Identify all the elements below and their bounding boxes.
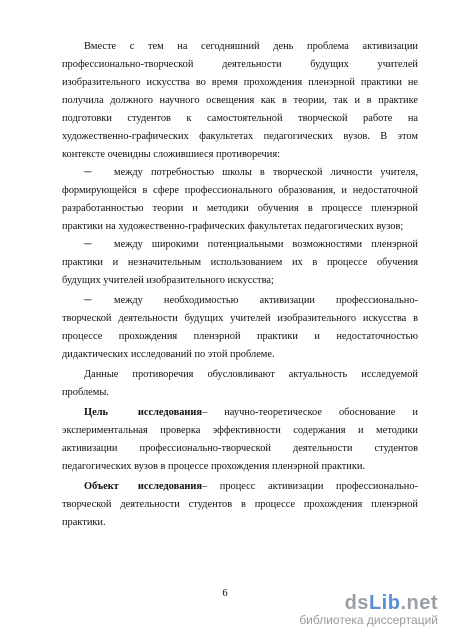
text-line: Вместе с тем на сегодняшний день проблема активизации [84, 41, 418, 52]
text-line: творческой деятельности студентов в процессе прохождения пленэрной [62, 499, 418, 510]
dash-bullet: ─ [84, 239, 92, 250]
text-line: между широкими потенциальными возможностями пленэрной [114, 239, 418, 250]
text-line: – процесс активизации профессионально- [202, 481, 418, 492]
text-line: художественно-графических факультетах педагогических вузов. В этом [62, 131, 418, 142]
text-line: между потребностью школы в творческой личности учителя, [114, 167, 418, 178]
goal-label: Цель исследования [84, 407, 202, 418]
text-line: практики. [62, 517, 106, 528]
text-line: – научно-теоретическое обоснование и [202, 407, 418, 418]
contradiction-3-first-line [62, 294, 418, 308]
text-line: практики на художественно-графических факультетах педагогических вузов; [62, 221, 404, 232]
object-label: Объект исследования [84, 481, 202, 492]
text-line: экспериментальная проверка эффективности содержания и методики [62, 425, 418, 436]
text-line: будущих учителей изобразительного искусства; [62, 275, 274, 286]
text-line: профессионально-творческой деятельности будущих учителей [62, 59, 418, 70]
goal-first-line [62, 406, 418, 420]
text-line: контексте очевидны сложившиеся противоречия: [62, 149, 280, 160]
text-line: разработанностью теории и методики обучения в процессе пленэрной [62, 203, 418, 214]
text-line: получила должного научного освещения как в теории, так и в практике [62, 95, 418, 106]
contradiction-2-first-line [62, 238, 418, 252]
text-line: процессе прохождения пленэрной практики и недостаточностью [62, 331, 418, 342]
watermark-subtitle: библиотека диссертаций [299, 613, 438, 627]
dash-bullet: ─ [84, 167, 92, 178]
dslib-logo: dsLib.net [344, 592, 438, 614]
dash-bullet: ─ [84, 295, 92, 306]
text-line: дидактических исследований по этой проблеме. [62, 349, 275, 360]
watermark [299, 592, 438, 627]
object-first-line [62, 480, 418, 494]
text-line: между необходимостью активизации профессионально- [114, 295, 418, 306]
text-line: формирующейся в сфере профессионального образования, и недостаточной [62, 185, 418, 196]
text-line: педагогических вузов в процессе прохождения пленэрной практики. [62, 461, 366, 472]
text-line: практики и незначительным использованием их в процессе обучения [62, 257, 418, 268]
text-line: подготовки студентов к самостоятельной творческой работе на [62, 113, 418, 124]
text-line: активизации профессионально-творческой деятельности студентов [62, 443, 418, 454]
text-line: творческой деятельности будущих учителей изобразительного искусства в [62, 313, 418, 324]
text-line: Данные противоречия обусловливают актуальность исследуемой [84, 369, 418, 380]
text-line: проблемы. [62, 387, 109, 398]
contradiction-1-first-line [62, 166, 418, 180]
page-number: 6 [222, 588, 228, 599]
text-line: изобразительного искусства во время прохождения пленэрной практики не [62, 77, 418, 88]
